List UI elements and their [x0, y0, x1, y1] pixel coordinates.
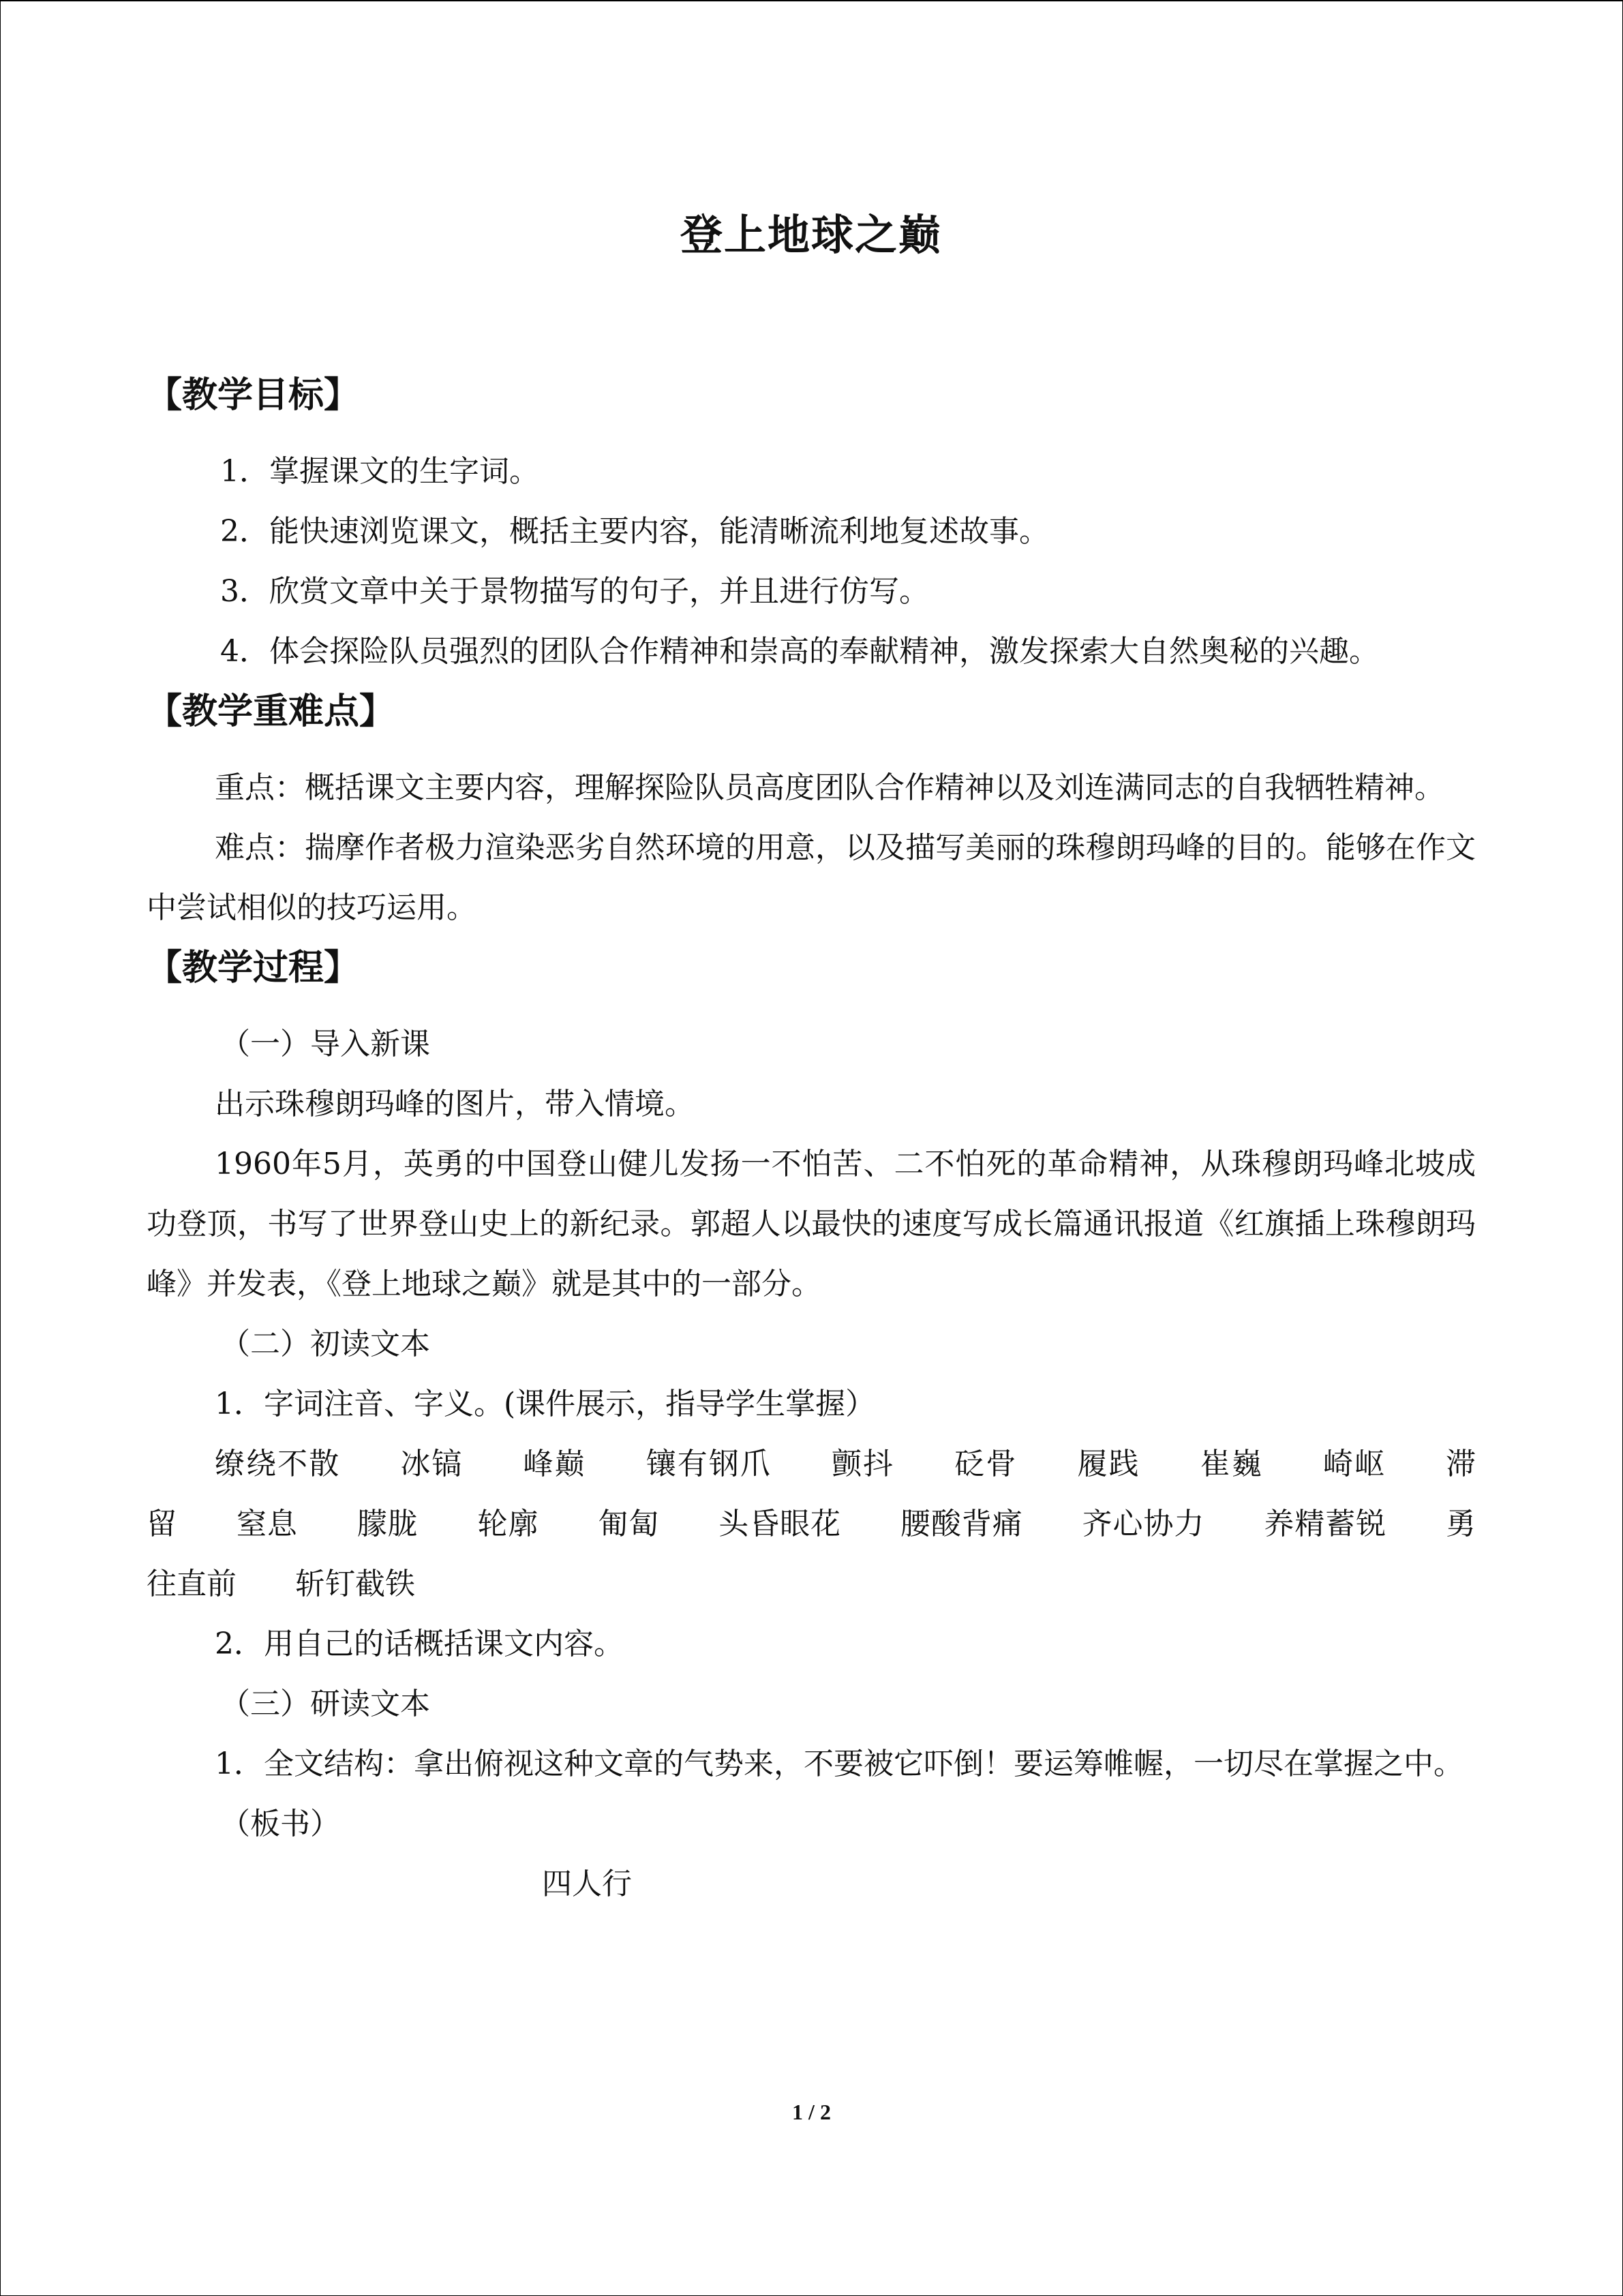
goal-item: 3．欣赏文章中关于景物描写的句子，并且进行仿写。 — [220, 574, 929, 609]
section-heading-process: 【教学过程】 — [147, 948, 360, 988]
vocabulary-list — [147, 1434, 1476, 1614]
vocab-word: 斩钉截铁 — [295, 1567, 415, 1601]
process-part2-label: （二）初读文本 — [220, 1327, 430, 1361]
vocab-word: 轮廓 — [477, 1507, 539, 1541]
section-heading-goals: 【教学目标】 — [147, 375, 360, 416]
vocab-word: 崔巍 — [1200, 1447, 1263, 1481]
board-item: 四人行 — [542, 1867, 632, 1901]
process-part2-item2: 2．用自己的话概括课文内容。 — [215, 1627, 624, 1661]
vocab-word: 朦胧 — [357, 1507, 419, 1541]
document-body — [147, 205, 1476, 1914]
process-part3-item1: 1．全文结构：拿出俯视这种文章的气势来，不要被它吓倒！要运筹帷幄，一切尽在掌握之中。 — [215, 1747, 1463, 1781]
process-part1-line1: 出示珠穆朗玛峰的图片，带入情境。 — [215, 1087, 695, 1121]
goal-item: 1．掌握课文的生字词。 — [220, 454, 539, 489]
vocab-word: 颤抖 — [832, 1447, 895, 1481]
vocab-word: 冰镐 — [400, 1447, 464, 1481]
vocab-word: 崎岖 — [1322, 1447, 1386, 1481]
key-focus-paragraph: 重点：概括课文主要内容，理解探险队员高度团队合作精神以及刘连满同志的自我牺牲精神。 — [215, 770, 1444, 805]
key-difficulty-paragraph: 难点：揣摩作者极力渲染恶劣自然环境的用意，以及描写美丽的珠穆朗玛峰的目的。能够在作文中尝试相似的技巧运用。 — [147, 830, 1476, 925]
document-title: 登上地球之巅 — [680, 210, 942, 260]
vocab-word: 窒息 — [236, 1507, 298, 1541]
section-heading-key-points: 【教学重难点】 — [147, 691, 395, 732]
vocab-word: 头昏眼花 — [718, 1507, 841, 1541]
process-part1-line2: 1960年5月，英勇的中国登山健儿发扬一不怕苦、二不怕死的革命精神，从珠穆朗玛峰北坡成功登顶，书写了世界登山史上的新纪录。郭超人以最快的速度写成长篇通讯报道《红旗插上珠穆朗玛峰》并发表，《登上地球之巅》就是其中的一部分。 — [147, 1147, 1476, 1301]
vocab-word: 匍匐 — [598, 1507, 660, 1541]
vocab-word: 养精蓄锐 — [1264, 1507, 1387, 1541]
vocab-word: 腰酸背痛 — [900, 1507, 1023, 1541]
board-label: （板书） — [220, 1807, 340, 1841]
vocab-word: 砭骨 — [954, 1447, 1018, 1481]
vocab-word: 履践 — [1077, 1447, 1140, 1481]
vocab-word: 勇往直前 — [147, 1507, 1476, 1601]
goal-item: 4．体会探险队员强烈的团队合作精神和崇高的奉献精神，激发探索大自然奥秘的兴趣。 — [220, 634, 1379, 669]
process-part1-label: （一）导入新课 — [220, 1027, 430, 1061]
vocab-word: 齐心协力 — [1082, 1507, 1205, 1541]
process-part2-item1: 1．字词注音、字义。(课件展示，指导学生掌握） — [215, 1387, 876, 1421]
page-number: 1 / 2 — [792, 2100, 831, 2124]
process-part3-label: （三）研读文本 — [220, 1687, 430, 1721]
vocab-word: 缭绕不散 — [215, 1447, 341, 1481]
vocab-word: 滞留 — [147, 1447, 1476, 1541]
vocab-word: 镶有钢爪 — [646, 1447, 772, 1481]
goal-item: 2．能快速浏览课文，概括主要内容，能清晰流利地复述故事。 — [220, 514, 1049, 549]
vocab-word: 峰巅 — [523, 1447, 586, 1481]
